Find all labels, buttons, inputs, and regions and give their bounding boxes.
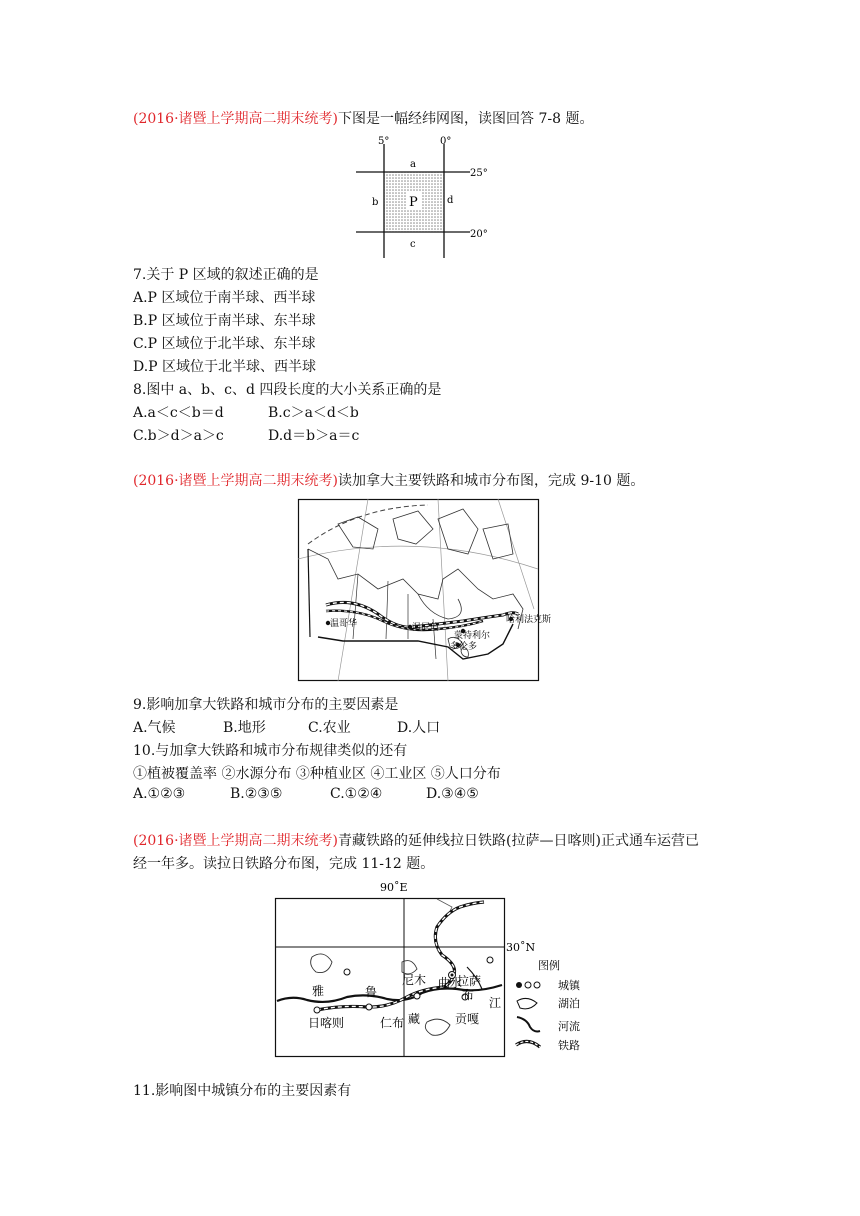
- legend-railway: 铁路: [558, 1039, 580, 1052]
- legend-lake: 湖泊: [558, 997, 580, 1010]
- label-gongga: 贡嘎: [455, 1012, 480, 1026]
- label-zang: 藏: [408, 1012, 421, 1026]
- town-2: [487, 957, 493, 963]
- city-winnipeg: 温尼伯: [412, 623, 440, 633]
- q78-source: (2016·诸暨上学期高二期末统考): [133, 111, 339, 127]
- q1112-source: (2016·诸暨上学期高二期末统考): [133, 833, 339, 849]
- q8-stem: 8.图中 a、b、c、d 四段长度的大小关系正确的是: [133, 382, 442, 398]
- legend-river: 河流: [558, 1020, 580, 1033]
- lari-railway-map: [272, 877, 592, 1062]
- legend-lake-icon: [517, 998, 537, 1008]
- q9-option-d: D.人口: [397, 720, 441, 736]
- lon-right-label: 0°: [440, 136, 452, 147]
- legend-town: 城镇: [558, 979, 580, 992]
- q910-intro: 读加拿大主要铁路和城市分布图，完成 9-10 题。: [338, 473, 645, 489]
- segment-d-label: d: [447, 195, 454, 206]
- legend-town-icon: [516, 982, 522, 988]
- region-p-label: P: [409, 195, 418, 210]
- q9-option-a: A.气候: [133, 720, 176, 736]
- q8-option-d: D.d＝b＞a＝c: [268, 428, 360, 444]
- q8-option-c: C.b＞d＞a＞c: [133, 428, 224, 444]
- lat-top-label: 25°: [470, 168, 488, 179]
- q9-option-b: B.地形: [223, 720, 266, 736]
- q11-stem: 11.影响图中城镇分布的主要因素有: [133, 1083, 352, 1099]
- q7-option-c: C.P 区域位于北半球、东半球: [133, 336, 316, 352]
- q8-option-a: A.a＜c＜b＝d: [133, 405, 224, 421]
- label-jiang: 江: [489, 996, 502, 1010]
- city-halifax: 哈利法克斯: [506, 615, 552, 625]
- q9-stem: 9.影响加拿大铁路和城市分布的主要因素是: [133, 697, 399, 713]
- legend-title: 图例: [538, 959, 560, 972]
- label-renbu: 仁布: [380, 1016, 405, 1030]
- q10-stem: 10.与加拿大铁路和城市分布规律类似的还有: [133, 743, 408, 759]
- label-bu: 布: [462, 988, 475, 1002]
- label-ya: 雅: [312, 984, 325, 998]
- q78-intro: 下图是一幅经纬网图，读图回答 7-8 题。: [338, 111, 594, 127]
- q10-option-d: D.③④⑤: [426, 786, 479, 802]
- q7-option-a: A.P 区域位于南半球、西半球: [133, 290, 316, 306]
- city-toronto: 多伦多: [450, 642, 478, 652]
- segment-c-label: c: [410, 239, 416, 250]
- town-nimu: [414, 993, 420, 999]
- q10-items: ①植被覆盖率 ②水源分布 ③种植业区 ④工业区 ⑤人口分布: [133, 766, 501, 782]
- q10-option-c: C.①②④: [330, 786, 383, 802]
- q7-stem: 7.关于 P 区域的叙述正确的是: [133, 267, 319, 283]
- q910-heading: [133, 470, 644, 490]
- segment-b-label: b: [372, 197, 379, 208]
- lat-lon-grid-figure: [350, 132, 500, 260]
- label-lasa: 拉萨: [457, 974, 482, 988]
- legend-river-icon: [517, 1017, 540, 1032]
- town-renbu: [366, 1004, 372, 1010]
- label-qushui: 曲水: [438, 976, 463, 990]
- q910-source: (2016·诸暨上学期高二期末统考): [133, 473, 339, 489]
- town-1: [344, 969, 350, 975]
- lat-30n-label: 30˚N: [506, 941, 536, 954]
- lon-left-label: 5°: [378, 136, 390, 147]
- lon-90e-label: 90˚E: [380, 881, 408, 894]
- q1112-intro-2: 经一年多。读拉日铁路分布图，完成 11-12 题。: [133, 856, 435, 872]
- q10-option-a: A.①②③: [133, 786, 186, 802]
- q8-option-b: B.c＞a＜d＜b: [268, 405, 359, 421]
- label-nimu: 尼木: [402, 973, 427, 987]
- q1112-intro-1: 青藏铁路的延伸线拉日铁路(拉萨—日喀则)正式通车运营已: [338, 833, 699, 849]
- q10-option-b: B.②③⑤: [230, 786, 283, 802]
- canada-railway-map: [298, 499, 552, 682]
- town-rikaze: [314, 1007, 320, 1013]
- lat-bottom-label: 20°: [470, 229, 488, 240]
- q1112-heading-line1: [133, 830, 699, 850]
- segment-a-label: a: [410, 159, 416, 170]
- label-lu: 鲁: [365, 985, 378, 999]
- city-montreal: 蒙特利尔: [454, 631, 491, 641]
- q9-option-c: C.农业: [308, 720, 351, 736]
- label-rikaze: 日喀则: [308, 1016, 345, 1030]
- q7-option-b: B.P 区域位于南半球、东半球: [133, 313, 316, 329]
- q78-heading: [133, 108, 593, 128]
- q7-option-d: D.P 区域位于北半球、西半球: [133, 359, 317, 375]
- city-vancouver: 温哥华: [330, 619, 358, 629]
